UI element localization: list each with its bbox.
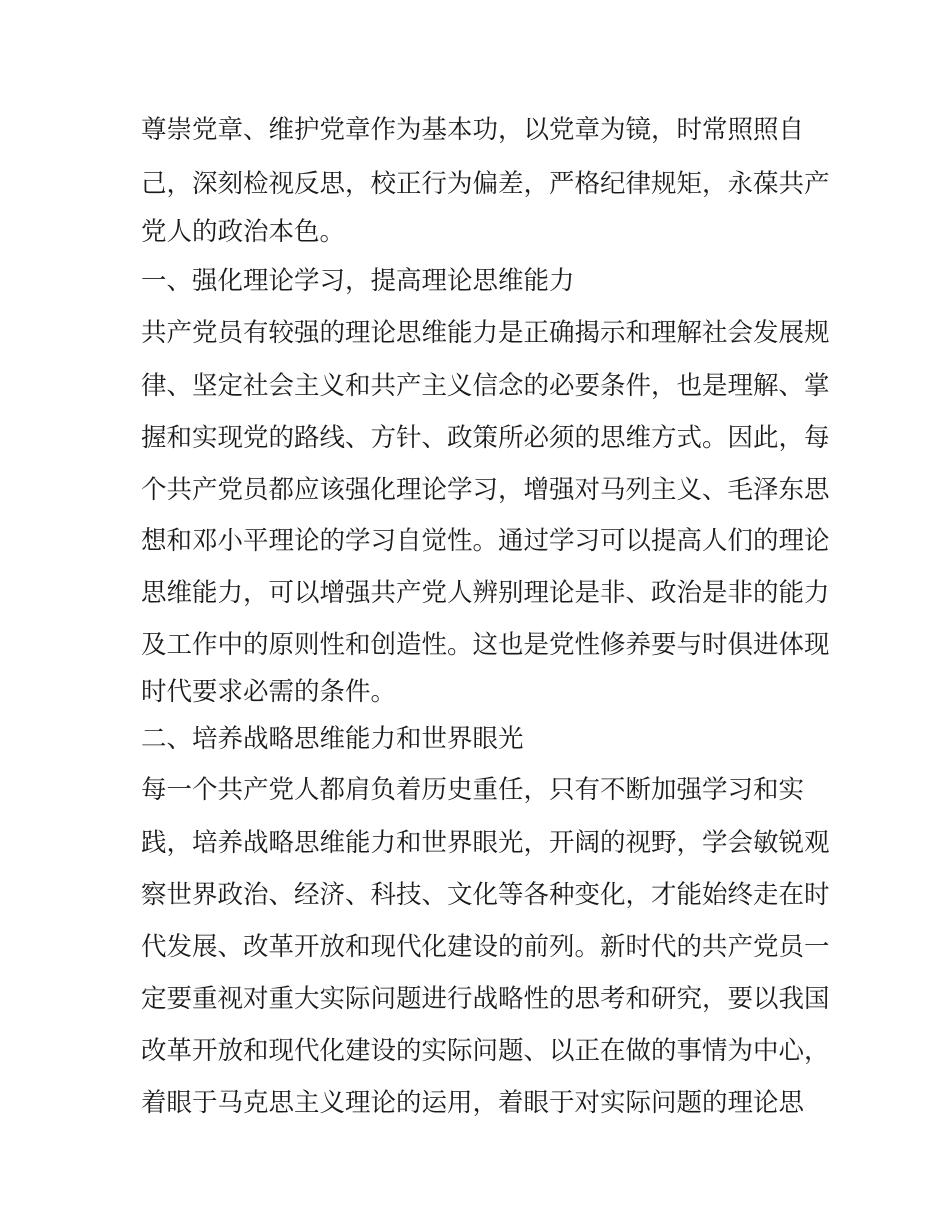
paragraph-line: 律、坚定社会主义和共产主义信念的必要条件，也是理解、掌 — [141, 371, 830, 401]
paragraph-line: 党人的政治本色。 — [141, 217, 346, 247]
paragraph-line: 代发展、改革开放和现代化建设的前列。新时代的共产党员一 — [141, 932, 830, 962]
paragraph-line: 定要重视对重大实际问题进行战略性的思考和研究，要以我国 — [141, 984, 830, 1014]
paragraph-line: 握和实现党的路线、方针、政策所必须的思维方式。因此，每 — [141, 423, 830, 453]
paragraph-line: 己，深刻检视反思，校正行为偏差，严格纪律规矩，永葆共产 — [141, 169, 830, 199]
paragraph-line: 共产党员有较强的理论思维能力是正确揭示和理解社会发展规 — [141, 318, 830, 348]
paragraph-line: 每一个共产党人都肩负着历史重任，只有不断加强学习和实 — [141, 775, 805, 805]
paragraph-line: 改革开放和现代化建设的实际问题、以正在做的事情为中心， — [141, 1036, 830, 1066]
section-heading: 二、培养战略思维能力和世界眼光 — [141, 724, 524, 754]
paragraph-line: 察世界政治、经济、科技、文化等各种变化，才能始终走在时 — [141, 880, 830, 910]
paragraph-line: 时代要求必需的条件。 — [141, 677, 397, 707]
paragraph-line: 尊崇党章、维护党章作为基本功，以党章为镜，时常照照自 — [141, 115, 805, 145]
paragraph-line: 着眼于马克思主义理论的运用，着眼于对实际问题的理论思 — [141, 1088, 805, 1118]
paragraph-line: 想和邓小平理论的学习自觉性。通过学习可以提高人们的理论 — [141, 526, 830, 556]
paragraph-line: 践，培养战略思维能力和世界眼光，开阔的视野，学会敏锐观 — [141, 828, 830, 858]
paragraph-line: 及工作中的原则性和创造性。这也是党性修养要与时俱进体现 — [141, 630, 830, 660]
paragraph-line: 个共产党员都应该强化理论学习，增强对马列主义、毛泽东思 — [141, 475, 830, 505]
section-heading: 一、强化理论学习，提高理论思维能力 — [141, 266, 575, 296]
paragraph-line: 思维能力，可以增强共产党人辨别理论是非、政治是非的能力 — [141, 578, 830, 608]
